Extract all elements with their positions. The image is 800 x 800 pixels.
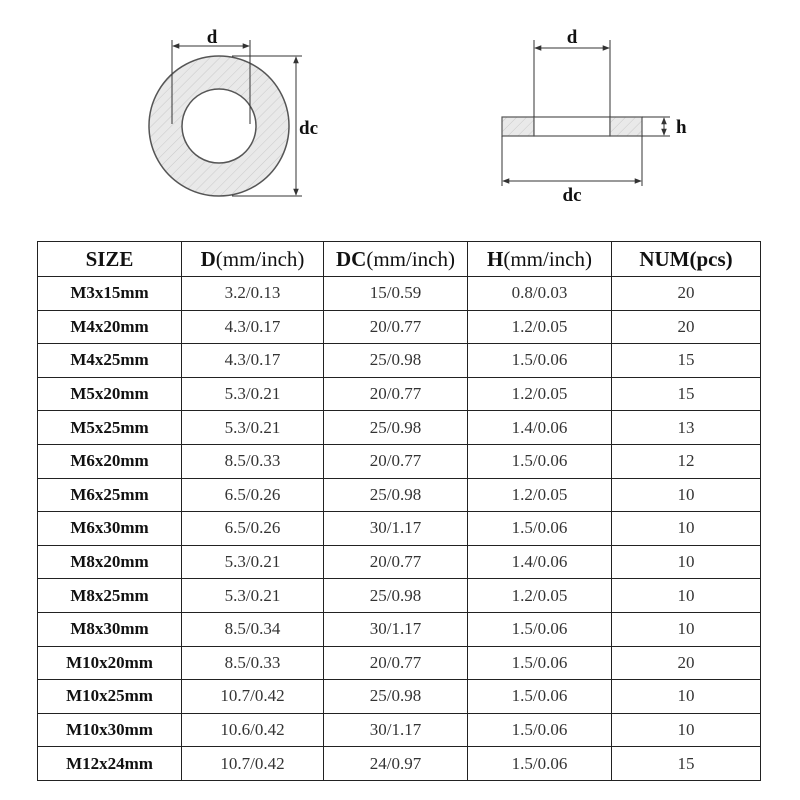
table-row bbox=[38, 310, 761, 344]
top-view-d-label: d bbox=[206, 27, 218, 48]
cell-d: 6.5/0.26 bbox=[182, 478, 324, 512]
table-row bbox=[38, 579, 761, 613]
cell-d: 8.5/0.33 bbox=[182, 444, 324, 478]
cell-size: M8x20mm bbox=[38, 545, 182, 579]
cell-size: M5x20mm bbox=[38, 377, 182, 411]
cell-dc: 24/0.97 bbox=[324, 747, 468, 781]
cell-h: 1.2/0.05 bbox=[468, 579, 612, 613]
cell-dc: 25/0.98 bbox=[324, 344, 468, 378]
cell-size: M8x30mm bbox=[38, 612, 182, 646]
washer-side-view bbox=[502, 27, 687, 206]
washer-top-view bbox=[149, 27, 318, 196]
cell-size: M12x24mm bbox=[38, 747, 182, 781]
cell-h: 1.5/0.06 bbox=[468, 713, 612, 747]
cell-num: 10 bbox=[612, 478, 761, 512]
cell-num: 10 bbox=[612, 545, 761, 579]
cell-h: 1.5/0.06 bbox=[468, 444, 612, 478]
cell-size: M8x25mm bbox=[38, 579, 182, 613]
cell-num: 10 bbox=[612, 713, 761, 747]
washer-size-table bbox=[37, 241, 761, 781]
cell-num: 10 bbox=[612, 612, 761, 646]
cell-dc: 20/0.77 bbox=[324, 377, 468, 411]
cell-d: 4.3/0.17 bbox=[182, 310, 324, 344]
cell-dc: 30/1.17 bbox=[324, 612, 468, 646]
cell-dc: 25/0.98 bbox=[324, 579, 468, 613]
table-row bbox=[38, 713, 761, 747]
cell-h: 1.4/0.06 bbox=[468, 411, 612, 445]
cell-num: 20 bbox=[612, 646, 761, 680]
side-view-h-label: h bbox=[676, 117, 687, 138]
cell-d: 8.5/0.33 bbox=[182, 646, 324, 680]
cell-d: 10.6/0.42 bbox=[182, 713, 324, 747]
cell-dc: 20/0.77 bbox=[324, 646, 468, 680]
cell-h: 1.2/0.05 bbox=[468, 478, 612, 512]
cell-dc: 25/0.98 bbox=[324, 478, 468, 512]
cell-d: 6.5/0.26 bbox=[182, 512, 324, 546]
cell-h: 1.4/0.06 bbox=[468, 545, 612, 579]
table-row bbox=[38, 646, 761, 680]
cell-num: 10 bbox=[612, 579, 761, 613]
table-row bbox=[38, 680, 761, 714]
cell-dc: 20/0.77 bbox=[324, 310, 468, 344]
cell-size: M3x15mm bbox=[38, 277, 182, 311]
table-header-row bbox=[38, 242, 761, 277]
cell-h: 1.5/0.06 bbox=[468, 747, 612, 781]
cell-d: 5.3/0.21 bbox=[182, 377, 324, 411]
table-row bbox=[38, 545, 761, 579]
cell-size: M6x20mm bbox=[38, 444, 182, 478]
table-row bbox=[38, 277, 761, 311]
cell-num: 13 bbox=[612, 411, 761, 445]
cell-num: 10 bbox=[612, 512, 761, 546]
table-row bbox=[38, 377, 761, 411]
cell-d: 10.7/0.42 bbox=[182, 680, 324, 714]
cell-num: 10 bbox=[612, 680, 761, 714]
cell-h: 1.5/0.06 bbox=[468, 646, 612, 680]
table-row bbox=[38, 344, 761, 378]
cell-size: M6x30mm bbox=[38, 512, 182, 546]
cell-dc: 20/0.77 bbox=[324, 545, 468, 579]
side-view-d-label: d bbox=[566, 27, 578, 48]
cell-d: 8.5/0.34 bbox=[182, 612, 324, 646]
header-d: D(mm/inch) bbox=[182, 242, 324, 277]
cell-d: 5.3/0.21 bbox=[182, 411, 324, 445]
cell-size: M10x25mm bbox=[38, 680, 182, 714]
cell-size: M10x30mm bbox=[38, 713, 182, 747]
cell-dc: 20/0.77 bbox=[324, 444, 468, 478]
cell-h: 1.5/0.06 bbox=[468, 344, 612, 378]
cell-dc: 15/0.59 bbox=[324, 277, 468, 311]
cell-d: 5.3/0.21 bbox=[182, 579, 324, 613]
header-num: NUM(pcs) bbox=[612, 242, 761, 277]
cell-h: 1.5/0.06 bbox=[468, 680, 612, 714]
top-view-dc-label: dc bbox=[299, 118, 318, 139]
cell-size: M5x25mm bbox=[38, 411, 182, 445]
table-row bbox=[38, 612, 761, 646]
cell-num: 15 bbox=[612, 344, 761, 378]
cell-num: 12 bbox=[612, 444, 761, 478]
cell-h: 1.2/0.05 bbox=[468, 377, 612, 411]
table-row bbox=[38, 747, 761, 781]
cell-d: 4.3/0.17 bbox=[182, 344, 324, 378]
washer-dimension-diagrams bbox=[0, 0, 800, 230]
cell-h: 1.2/0.05 bbox=[468, 310, 612, 344]
cell-h: 0.8/0.03 bbox=[468, 277, 612, 311]
cell-h: 1.5/0.06 bbox=[468, 612, 612, 646]
cell-dc: 30/1.17 bbox=[324, 713, 468, 747]
header-h: H(mm/inch) bbox=[468, 242, 612, 277]
cell-h: 1.5/0.06 bbox=[468, 512, 612, 546]
table-row bbox=[38, 478, 761, 512]
cell-num: 20 bbox=[612, 310, 761, 344]
cell-num: 20 bbox=[612, 277, 761, 311]
cell-dc: 25/0.98 bbox=[324, 680, 468, 714]
table-row bbox=[38, 512, 761, 546]
cell-size: M6x25mm bbox=[38, 478, 182, 512]
cell-num: 15 bbox=[612, 377, 761, 411]
cell-dc: 30/1.17 bbox=[324, 512, 468, 546]
cell-size: M4x20mm bbox=[38, 310, 182, 344]
cell-size: M10x20mm bbox=[38, 646, 182, 680]
header-size: SIZE bbox=[38, 242, 182, 277]
cell-d: 5.3/0.21 bbox=[182, 545, 324, 579]
side-view-dc-label: dc bbox=[562, 185, 582, 206]
cell-num: 15 bbox=[612, 747, 761, 781]
table-row bbox=[38, 411, 761, 445]
cell-d: 10.7/0.42 bbox=[182, 747, 324, 781]
header-dc: DC(mm/inch) bbox=[324, 242, 468, 277]
cell-dc: 25/0.98 bbox=[324, 411, 468, 445]
table-row bbox=[38, 444, 761, 478]
cell-d: 3.2/0.13 bbox=[182, 277, 324, 311]
cell-size: M4x25mm bbox=[38, 344, 182, 378]
